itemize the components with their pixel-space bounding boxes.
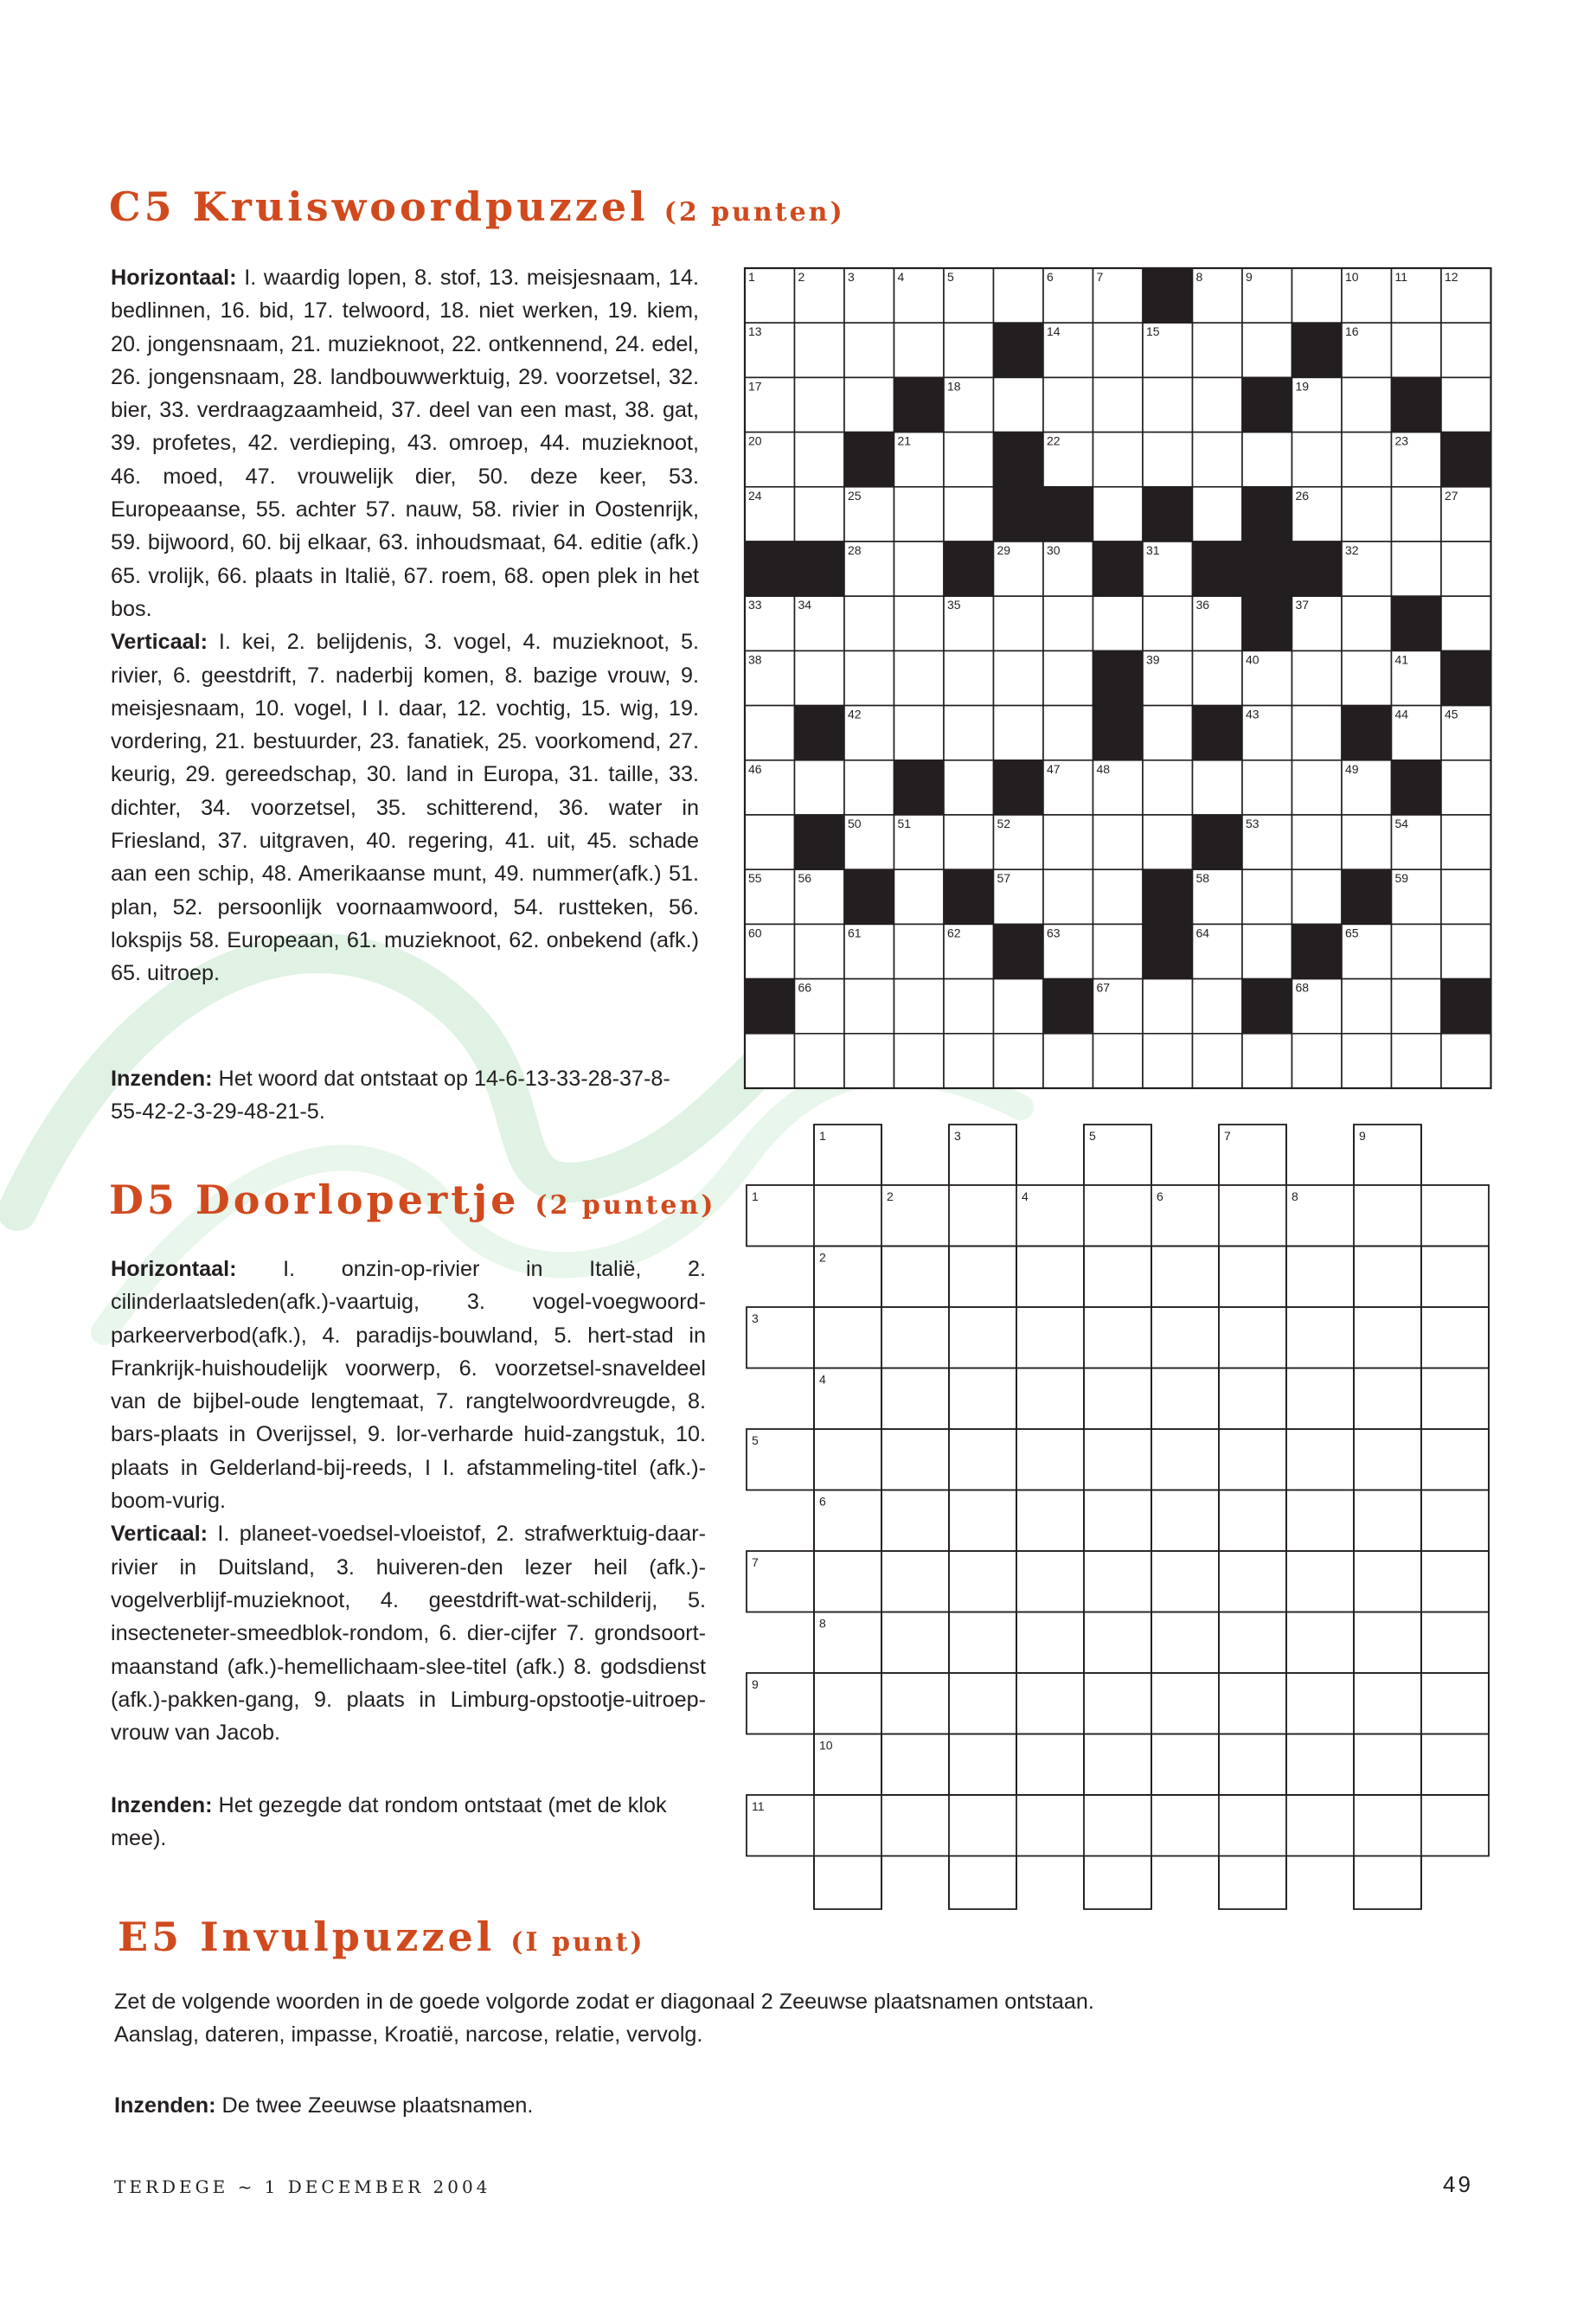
crossword-black-cell (1392, 596, 1442, 651)
crossword-cell[interactable] (1392, 1034, 1442, 1088)
crossword-cell[interactable] (1242, 433, 1292, 487)
crossword-cell[interactable] (894, 869, 945, 924)
doorloper-column-number: 5 (1089, 1129, 1096, 1143)
crossword-black-cell (1043, 487, 1093, 542)
crossword-cell-number: 4 (897, 270, 905, 284)
crossword-cell[interactable] (1093, 815, 1144, 869)
doorloper-column-number: 8 (1292, 1189, 1298, 1203)
crossword-cell[interactable] (1292, 815, 1343, 869)
crossword-cell-number: 35 (947, 598, 961, 612)
crossword-cell[interactable] (1193, 377, 1243, 432)
doorloper-row-number: 9 (752, 1677, 759, 1691)
crossword-cell-number: 46 (748, 761, 762, 776)
vertical-clue-text: I. kei, 2. belijdenis, 3. vogel, 4. muzieknoot, 5. rivier, 6. geestdrift, 7. naderbij komen, 8. bazige vrouw, 9. meisjesnaam, 10. vogel, I I. daar, 12. vochtig, 15. wig, 19. vordering, 21. bestuurder, 23. fanatiek, 25. voorkomend, 27. keurig, 29. gereedschap, 30. land in Europa, 31. taille, 33. dichter, 34. voorzetsel, 35. schitterend, 36. water in Friesland, 37. uitgraven, 40. regering, 41. uit, 45. schade aan een schip, 48. Amerikaanse munt, 49. nummer(afk.) 51. plan, 52. persoonlijk voornaamwoord, 54. rustteken, 56. lokspijs 58. Europeaan, 61. muzieknoot, 62. onbekend (afk.) 65. uitroep. (111, 630, 699, 986)
doorloper-row-number: 5 (752, 1433, 759, 1447)
crossword-cell[interactable] (1193, 979, 1243, 1034)
crossword-cell[interactable] (1043, 706, 1093, 760)
crossword-cell-number: 59 (1394, 871, 1409, 886)
crossword-black-cell (1292, 542, 1343, 596)
crossword-cell-number: 45 (1445, 707, 1458, 721)
crossword-cell[interactable] (1143, 760, 1193, 815)
crossword-cell[interactable] (1093, 596, 1144, 651)
doorloper-row (747, 1429, 1489, 1490)
doorloper-title-text: D5 Doorlopertje (109, 1176, 520, 1223)
crossword-cell-number: 14 (1047, 324, 1061, 339)
crossword-black-cell (1342, 706, 1392, 760)
crossword-black-cell (1093, 542, 1144, 596)
crossword-cell-number: 34 (798, 598, 812, 612)
crossword-cell-number: 31 (1146, 543, 1160, 557)
doorloper-row (747, 1307, 1489, 1368)
crossword-cell-number: 10 (1345, 270, 1359, 284)
crossword-cell-number: 26 (1295, 488, 1310, 503)
crossword-cell-number: 7 (1096, 270, 1104, 284)
crossword-cell[interactable] (994, 1034, 1044, 1088)
crossword-cell-number: 16 (1345, 324, 1359, 339)
crossword-black-cell (894, 377, 945, 432)
doorloper-column-number: 3 (954, 1129, 961, 1143)
crossword-cell-number: 8 (1195, 270, 1203, 284)
crossword-black-cell (894, 760, 945, 815)
crossword-cell-number: 9 (1246, 270, 1253, 284)
crossword-cell[interactable] (894, 487, 945, 542)
crossword-cell-number: 65 (1345, 926, 1359, 940)
crossword-black-cell (1043, 979, 1093, 1034)
crossword-points: (2 punten) (663, 197, 845, 228)
crossword-black-cell (844, 869, 894, 924)
crossword-cell-number: 2 (798, 270, 805, 284)
crossword-cell[interactable] (1143, 706, 1193, 760)
crossword-cell-number: 51 (897, 817, 912, 830)
doorloper-grid (747, 1125, 1489, 1909)
crossword-cell[interactable] (894, 651, 945, 705)
horizontal-label: Horizontaal: (111, 266, 237, 290)
crossword-cell[interactable] (844, 979, 894, 1034)
crossword-title-text: C5 Kruiswoordpuzzel (109, 183, 649, 230)
crossword-cell[interactable] (795, 924, 845, 978)
crossword-cell-number: 28 (848, 543, 862, 557)
crossword-cell-number: 40 (1246, 652, 1259, 667)
footer-magazine-issue: TERDEGE ~ 1 DECEMBER 2004 (114, 2176, 491, 2197)
crossword-black-cell (994, 323, 1044, 377)
crossword-cell[interactable] (1093, 869, 1144, 924)
crossword-cell[interactable] (1342, 433, 1392, 487)
crossword-grid (745, 268, 1491, 1088)
crossword-cell[interactable] (1392, 924, 1442, 978)
crossword-cell-number: 54 (1394, 817, 1409, 830)
crossword-cell[interactable] (1392, 487, 1442, 542)
vertical-label: Verticaal: (111, 630, 208, 655)
crossword-cell-number: 64 (1195, 926, 1210, 940)
crossword-cell[interactable] (795, 323, 845, 377)
crossword-cell-number: 17 (748, 379, 762, 394)
crossword-cell[interactable] (1342, 377, 1392, 432)
doorloper-row-number: 10 (819, 1738, 833, 1753)
crossword-cell-number: 11 (1394, 270, 1408, 284)
crossword-cell[interactable] (944, 706, 994, 760)
crossword-cell[interactable] (1143, 377, 1193, 432)
crossword-cell[interactable] (1242, 1034, 1292, 1088)
crossword-cell-number: 37 (1295, 598, 1310, 612)
crossword-cell-number: 20 (748, 433, 762, 448)
crossword-cell-number: 39 (1146, 652, 1160, 667)
doorloper-column-number: 2 (887, 1189, 894, 1203)
crossword-cell[interactable] (1043, 596, 1093, 651)
crossword-cell[interactable] (844, 760, 894, 815)
crossword-cell[interactable] (1043, 1034, 1093, 1088)
crossword-cell[interactable] (1441, 815, 1491, 869)
crossword-cell[interactable] (795, 1034, 845, 1088)
crossword-cell[interactable] (1441, 1034, 1491, 1088)
crossword-cell[interactable] (1292, 268, 1343, 323)
submit-text: Het gezegde dat rondom ontstaat (met de klok mee). (111, 1793, 667, 1851)
crossword-cell[interactable] (1143, 979, 1193, 1034)
doorloper-column-number: 6 (1157, 1189, 1163, 1203)
crossword-cell[interactable] (1093, 323, 1144, 377)
crossword-cell[interactable] (1093, 1034, 1144, 1088)
crossword-black-cell (1143, 487, 1193, 542)
crossword-cell-number: 42 (848, 707, 862, 721)
crossword-cell[interactable] (944, 651, 994, 705)
crossword-cell[interactable] (894, 706, 945, 760)
crossword-black-cell (1093, 651, 1144, 705)
crossword-cell[interactable] (1342, 1034, 1392, 1088)
crossword-cell-number: 68 (1295, 980, 1310, 995)
crossword-cell-number: 15 (1146, 324, 1160, 339)
crossword-cell[interactable] (1292, 1034, 1343, 1088)
crossword-cell[interactable] (1292, 433, 1343, 487)
crossword-cell[interactable] (1242, 924, 1292, 978)
crossword-cell-number: 38 (748, 652, 762, 667)
doorloper-row-number: 3 (752, 1311, 759, 1325)
crossword-cell-number: 62 (947, 926, 961, 940)
crossword-black-cell (1193, 815, 1243, 869)
crossword-cell-number: 27 (1445, 488, 1458, 503)
crossword-black-cell (1143, 869, 1193, 924)
crossword-black-cell (944, 542, 994, 596)
crossword-cell[interactable] (894, 596, 945, 651)
crossword-cell-number: 36 (1195, 598, 1210, 612)
crossword-cell[interactable] (795, 651, 845, 705)
crossword-cell[interactable] (1093, 433, 1144, 487)
crossword-cell-number: 53 (1246, 817, 1259, 830)
crossword-cell-number: 12 (1445, 270, 1458, 284)
crossword-cell-number: 33 (748, 598, 762, 612)
crossword-cell[interactable] (944, 979, 994, 1034)
doorloper-row (747, 1673, 1489, 1734)
crossword-cell[interactable] (944, 433, 994, 487)
crossword-cell-number: 63 (1047, 926, 1061, 940)
crossword-cell[interactable] (795, 487, 845, 542)
doorloper-row-number: 7 (752, 1555, 759, 1569)
crossword-cell-number: 43 (1246, 707, 1259, 721)
crossword-cell-number: 47 (1047, 761, 1061, 776)
crossword-cell[interactable] (1292, 706, 1343, 760)
vertical-clue-text: I. planeet-voedsel-vloeistof, 2. strafwerktuig-daar-rivier in Duitsland, 3. huiveren-den lezer heil (afk.)-vogelverblijf-muzieknoot, 4. geestdrift-wat-schilderij, 5. insecteneter-smeedblok-rondom, 6. dier-cijfer 7. grondsoort-maanstand (afk.)-hemellichaam-slee-titel (afk.) 8. godsdienst (afk.)-pakken-gang, 9. plaats in Limburg-opstootje-uitroep-vrouw van Jacob. (111, 1522, 706, 1746)
crossword-cell[interactable] (1441, 869, 1491, 924)
crossword-black-cell (745, 542, 795, 596)
crossword-cell[interactable] (944, 323, 994, 377)
crossword-cell[interactable] (1342, 487, 1392, 542)
doorloper-column-number: 4 (1022, 1189, 1029, 1203)
crossword-cell[interactable] (1242, 760, 1292, 815)
crossword-cell[interactable] (894, 979, 945, 1034)
submit-text: Het woord dat ontstaat op 14-6-13-33-28-37-8-55-42-2-3-29-48-21-5. (111, 1067, 670, 1125)
crossword-cell[interactable] (1043, 869, 1093, 924)
crossword-cell[interactable] (1342, 651, 1392, 705)
doorloper-row-number: 4 (819, 1372, 826, 1387)
crossword-cell[interactable] (1342, 979, 1392, 1034)
crossword-cell-number: 41 (1394, 652, 1409, 667)
crossword-cell[interactable] (1342, 815, 1392, 869)
doorloper-row (747, 1795, 1489, 1856)
crossword-cell[interactable] (1441, 924, 1491, 978)
crossword-black-cell (795, 815, 845, 869)
submit-text: De twee Zeeuwse plaatsnamen. (215, 2093, 534, 2118)
crossword-cell-number: 52 (997, 817, 1011, 830)
submit-label: Inzenden: (111, 1793, 213, 1817)
crossword-black-cell (1193, 542, 1243, 596)
crossword-black-cell (795, 706, 845, 760)
crossword-cell[interactable] (1143, 596, 1193, 651)
crossword-cell[interactable] (1392, 979, 1442, 1034)
crossword-cell[interactable] (1441, 596, 1491, 651)
crossword-black-cell (1441, 651, 1491, 705)
crossword-cell-number: 44 (1394, 707, 1409, 721)
crossword-cell-number: 32 (1345, 543, 1359, 557)
crossword-cell-number: 6 (1047, 270, 1054, 284)
horizontal-label: Horizontaal: (111, 1257, 237, 1281)
crossword-black-cell (1242, 542, 1292, 596)
crossword-cell-number: 50 (848, 817, 862, 830)
doorloper-row-number: 2 (819, 1250, 826, 1265)
crossword-cell[interactable] (994, 596, 1044, 651)
crossword-cell[interactable] (1441, 377, 1491, 432)
invulpuzzel-line-2: Aanslag, dateren, impasse, Kroatië, narcose, relatie, vervolg. (114, 2022, 703, 2048)
crossword-cell[interactable] (1193, 760, 1243, 815)
crossword-cell[interactable] (1242, 323, 1292, 377)
submit-label: Inzenden: (114, 2093, 216, 2118)
crossword-cell-number: 61 (848, 926, 862, 940)
doorloper-row (747, 1185, 1489, 1247)
crossword-cell[interactable] (844, 596, 894, 651)
crossword-cell-number: 56 (798, 871, 812, 886)
crossword-cell[interactable] (1441, 760, 1491, 815)
crossword-black-cell (844, 433, 894, 487)
crossword-cell[interactable] (795, 377, 845, 432)
crossword-cell-number: 49 (1345, 761, 1359, 776)
crossword-cell[interactable] (844, 1034, 894, 1088)
crossword-cell[interactable] (1093, 924, 1144, 978)
crossword-black-cell (1242, 487, 1292, 542)
crossword-cell[interactable] (1292, 760, 1343, 815)
horizontal-clue-text: I. waardig lopen, 8. stof, 13. meisjesnaam, 14. bedlinnen, 16. bid, 17. telwoord, 18. niet werken, 19. kiem, 20. jongensnaam, 21. muzieknoot, 22. ontkennend, 24. edel, 26. jongensnaam, 28. landbouwwerktuig, 29. voorzetsel, 32. bier, 33. verdraagzaamheid, 37. deel van een mast, 38. gat, 39. profetes, 42. verdieping, 43. omroep, 44. muzieknoot, 46. moed, 47. vrouwelijk dier, 50. deze keer, 53. Europeaanse, 55. achter 57. nauw, 58. rivier in Oostenrijk, 59. bijwoord, 60. bij elkaar, 63. inhoudsmaat, 64. editie (afk.) 65. vrolijk, 66. plaats in Italië, 67. roem, 68. open plek in het bos. (111, 266, 699, 621)
crossword-cell-number: 48 (1096, 761, 1111, 776)
doorloper-row-number: 6 (819, 1494, 826, 1509)
crossword-black-cell (1143, 268, 1193, 323)
doorloper-row-number: 1 (752, 1189, 759, 1203)
crossword-cell-number: 55 (748, 871, 762, 886)
crossword-cell[interactable] (844, 651, 894, 705)
crossword-cell[interactable] (844, 323, 894, 377)
crossword-black-cell (994, 433, 1044, 487)
crossword-black-cell (795, 542, 845, 596)
crossword-cell-number: 23 (1394, 433, 1409, 448)
crossword-cell[interactable] (1392, 542, 1442, 596)
page-number: 49 (1443, 2171, 1473, 2197)
crossword-cell-number: 5 (947, 270, 954, 284)
crossword-black-cell (1441, 979, 1491, 1034)
crossword-cell-number: 57 (997, 871, 1011, 886)
crossword-cell[interactable] (944, 487, 994, 542)
crossword-cell[interactable] (994, 706, 1044, 760)
crossword-black-cell (994, 487, 1044, 542)
crossword-cell[interactable] (1193, 487, 1243, 542)
crossword-cell[interactable] (1242, 869, 1292, 924)
crossword-cell[interactable] (994, 651, 1044, 705)
crossword-cell-number: 13 (748, 324, 762, 339)
vertical-label: Verticaal: (111, 1522, 208, 1547)
doorloper-points: (2 punten) (535, 1190, 716, 1221)
doorloper-row-number: 11 (752, 1799, 765, 1813)
crossword-cell[interactable] (1093, 487, 1144, 542)
crossword-cell[interactable] (894, 542, 945, 596)
crossword-cell[interactable] (944, 1034, 994, 1088)
crossword-cell[interactable] (1143, 1034, 1193, 1088)
crossword-black-cell (1093, 706, 1144, 760)
crossword-cell-number: 29 (997, 543, 1011, 557)
crossword-cell-number: 19 (1295, 379, 1310, 394)
crossword-cell[interactable] (894, 1034, 945, 1088)
crossword-cell[interactable] (1292, 869, 1343, 924)
crossword-cell[interactable] (894, 323, 945, 377)
crossword-cell[interactable] (1043, 815, 1093, 869)
crossword-cell[interactable] (994, 268, 1044, 323)
crossword-cell-number: 30 (1047, 543, 1061, 557)
crossword-black-cell (1242, 979, 1292, 1034)
crossword-cell-number: 66 (798, 980, 812, 995)
crossword-cell[interactable] (1043, 377, 1093, 432)
crossword-cell-number: 21 (897, 433, 912, 448)
crossword-cell-number: 1 (748, 270, 755, 284)
crossword-black-cell (1242, 377, 1292, 432)
crossword-cell[interactable] (1342, 596, 1392, 651)
crossword-cell-number: 60 (748, 926, 762, 940)
crossword-cell[interactable] (1043, 651, 1093, 705)
crossword-cell-number: 67 (1096, 980, 1111, 995)
invulpuzzel-line-1: Zet de volgende woorden in de goede volgorde zodat er diagonaal 2 Zeeuwse plaatsnamen ontstaan. (114, 1990, 1094, 2014)
crossword-black-cell (1292, 323, 1343, 377)
crossword-cell-number: 22 (1047, 433, 1061, 448)
crossword-cell[interactable] (745, 815, 795, 869)
crossword-cell[interactable] (1143, 815, 1193, 869)
crossword-black-cell (994, 924, 1044, 978)
doorloper-column-number: 7 (1224, 1129, 1231, 1143)
crossword-black-cell (994, 760, 1044, 815)
crossword-cell[interactable] (894, 924, 945, 978)
crossword-cell[interactable] (944, 815, 994, 869)
crossword-cell[interactable] (1292, 651, 1343, 705)
crossword-cell[interactable] (1093, 377, 1144, 432)
crossword-cell[interactable] (994, 377, 1044, 432)
crossword-black-cell (1392, 760, 1442, 815)
crossword-cell[interactable] (1193, 433, 1243, 487)
crossword-cell[interactable] (795, 760, 845, 815)
crossword-cell[interactable] (844, 377, 894, 432)
crossword-black-cell (1392, 377, 1442, 432)
crossword-black-cell (944, 869, 994, 924)
crossword-cell[interactable] (795, 433, 845, 487)
crossword-cell[interactable] (1193, 323, 1243, 377)
horizontal-clue-text: I. onzin-op-rivier in Italië, 2. cilinderlaatsleden(afk.)-vaartuig, 3. vogel-voegwoord-parkeerverbod(afk.), 4. paradijs-bouwland, 5. hert-stad in Frankrijk-huishoudelijk voorwerp, 6. voorzetsel-snaveldeel van de bijbel-oude lengtemaat, 7. rangtelwoordvreugde, 8. bars-plaats in Overijssel, 9. lor-verharde huid-zangstuk, 10. plaats in Gelderland-bij-reeds, I I. afstammeling-titel (afk.)-boom-vurig. (111, 1257, 706, 1514)
crossword-cell-number: 58 (1195, 871, 1210, 886)
crossword-cell[interactable] (994, 979, 1044, 1034)
crossword-black-cell (1193, 706, 1243, 760)
crossword-black-cell (1143, 924, 1193, 978)
crossword-cell[interactable] (745, 706, 795, 760)
crossword-cell[interactable] (1441, 323, 1491, 377)
doorloper-column-number: 1 (819, 1129, 826, 1143)
invulpuzzel-points: (I punt) (510, 1927, 645, 1958)
crossword-cell[interactable] (1143, 433, 1193, 487)
crossword-black-cell (1242, 596, 1292, 651)
doorloper-row-number: 8 (819, 1616, 826, 1631)
invulpuzzel-title-text: E5 Invulpuzzel (118, 1913, 496, 1960)
crossword-cell-number: 3 (848, 270, 855, 284)
crossword-cell[interactable] (1193, 1034, 1243, 1088)
crossword-black-cell (1441, 433, 1491, 487)
crossword-cell-number: 25 (848, 488, 862, 503)
crossword-cell[interactable] (1392, 323, 1442, 377)
doorloper-column-number: 9 (1359, 1129, 1366, 1143)
crossword-black-cell (1342, 869, 1392, 924)
doorloper-row (747, 1551, 1489, 1612)
crossword-cell[interactable] (1441, 542, 1491, 596)
crossword-black-cell (745, 979, 795, 1034)
crossword-cell[interactable] (745, 1034, 795, 1088)
crossword-black-cell (1292, 924, 1343, 978)
crossword-cell-number: 24 (748, 488, 762, 503)
crossword-cell[interactable] (944, 760, 994, 815)
submit-label: Inzenden: (111, 1067, 213, 1091)
crossword-cell-number: 18 (947, 379, 961, 394)
crossword-cell[interactable] (1193, 651, 1243, 705)
